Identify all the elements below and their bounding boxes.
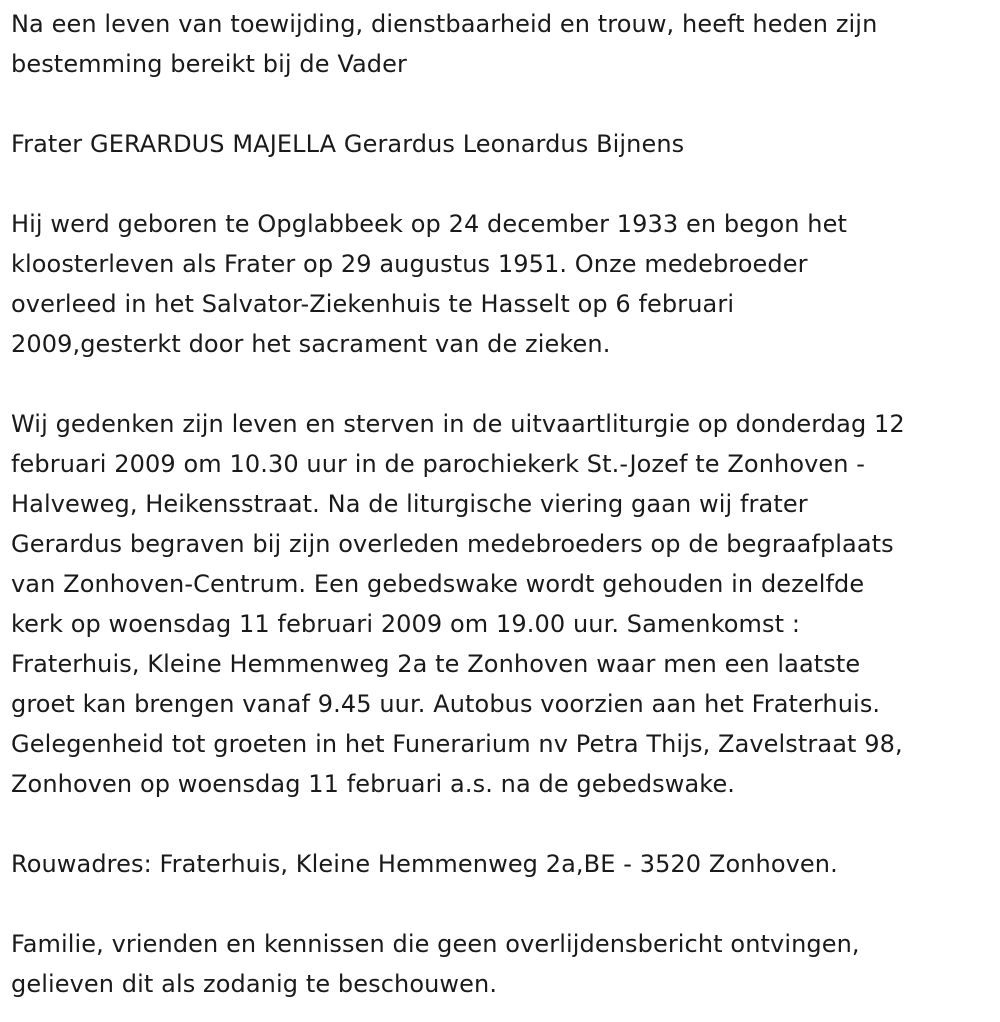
death-notice <box>11 4 996 1004</box>
funeral-details-paragraph: Wij gedenken zijn leven en sterven in de uitvaartliturgie op donderdag 12 februari 2009 om 10.30 uur in de parochiekerk St.-Jozef te Zonhoven - Halveweg, Heikensstraat. Na de liturgische viering gaan wij frater Gerardus begraven bij zijn overleden medebroeders op de begraafplaats van Zonhoven-Centrum. Een gebedswake wordt gehouden in dezelfde kerk op woensdag 11 februari 2009 om 19.00 uur. Samenkomst : Fraterhuis, Kleine Hemmenweg 2a te Zonhoven waar men een laatste groet kan brengen vanaf 9.45 uur. Autobus voorzien aan het Fraterhuis. Gelegenheid tot groeten in het Funerarium nv Petra Thijs, Zavelstraat 98, Zonhoven op woensdag 11 februari a.s. na de gebedswake. <box>11 410 905 798</box>
deceased-name: Frater GERARDUS MAJELLA Gerardus Leonardus Bijnens <box>11 130 685 158</box>
intro-paragraph: Na een leven van toewijding, dienstbaarheid en trouw, heeft heden zijn bestemming bereikt bij de Vader <box>11 10 878 78</box>
biography-paragraph: Hij werd geboren te Opglabbeek op 24 december 1933 en begon het kloosterleven als Frater op 29 augustus 1951. Onze medebroeder overleed in het Salvator-Ziekenhuis te Hasselt op 6 februari 2009,gesterkt door het sacrament van de zieken. <box>11 210 847 358</box>
closing-paragraph: Familie, vrienden en kennissen die geen overlijdensbericht ontvingen, gelieven dit als zodanig te beschouwen. <box>11 930 860 998</box>
mourning-address: Rouwadres: Fraterhuis, Kleine Hemmenweg 2a,BE - 3520 Zonhoven. <box>11 850 838 878</box>
